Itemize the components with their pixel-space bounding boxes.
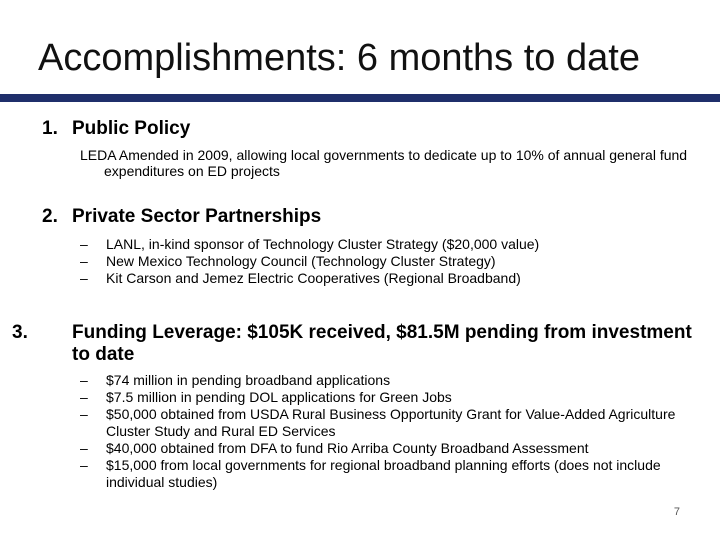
section-private-sector-heading xyxy=(42,206,321,228)
list-item: – $74 million in pending broadband applications xyxy=(80,372,391,388)
list-item: – LANL, in-kind sponsor of Technology Cluster Strategy ($20,000 value) xyxy=(80,236,540,252)
list-item: – Kit Carson and Jemez Electric Cooperatives (Regional Broadband) xyxy=(80,270,521,286)
section-number: 2. xyxy=(42,206,58,227)
section-number: 1. xyxy=(42,118,58,139)
bullet-dash: – xyxy=(80,406,88,422)
section-title: Private Sector Partnerships xyxy=(72,206,322,227)
list-item: – $50,000 obtained from USDA Rural Business Opportunity Grant for Value-Added Agriculture Cluster Study and Rural ED Services xyxy=(80,406,676,439)
private-sector-list xyxy=(80,236,692,287)
bullet-dash: – xyxy=(80,236,88,252)
slide-title: Accomplishments: 6 months to date xyxy=(38,37,640,79)
bullet-dash: – xyxy=(80,440,88,456)
section-funding-heading xyxy=(12,322,692,366)
list-item: – New Mexico Technology Council (Technology Cluster Strategy) xyxy=(80,253,496,269)
public-policy-text: LEDA Amended in 2009, allowing local governments to dedicate up to 10% of annual general fund expenditures on ED projects xyxy=(80,147,688,179)
list-item: – $15,000 from local governments for regional broadband planning efforts (does not include individual studies) xyxy=(80,457,661,490)
page-number: 7 xyxy=(673,506,680,518)
list-item: – $40,000 obtained from DFA to fund Rio Arriba County Broadband Assessment xyxy=(80,440,589,456)
bullet-dash: – xyxy=(80,253,88,269)
funding-list xyxy=(80,372,692,491)
bullet-dash: – xyxy=(80,389,88,405)
bullet-dash: – xyxy=(80,372,88,388)
section-title: Funding Leverage: $105K received, $81.5M pending from investment to date xyxy=(72,322,692,365)
bullet-dash: – xyxy=(80,457,88,473)
list-item: – $7.5 million in pending DOL applications for Green Jobs xyxy=(80,389,452,405)
bullet-dash: – xyxy=(80,270,88,286)
section-public-policy-heading xyxy=(42,118,190,140)
section-number: 3. xyxy=(12,322,28,343)
section-title: Public Policy xyxy=(72,118,191,139)
title-divider xyxy=(0,94,720,102)
